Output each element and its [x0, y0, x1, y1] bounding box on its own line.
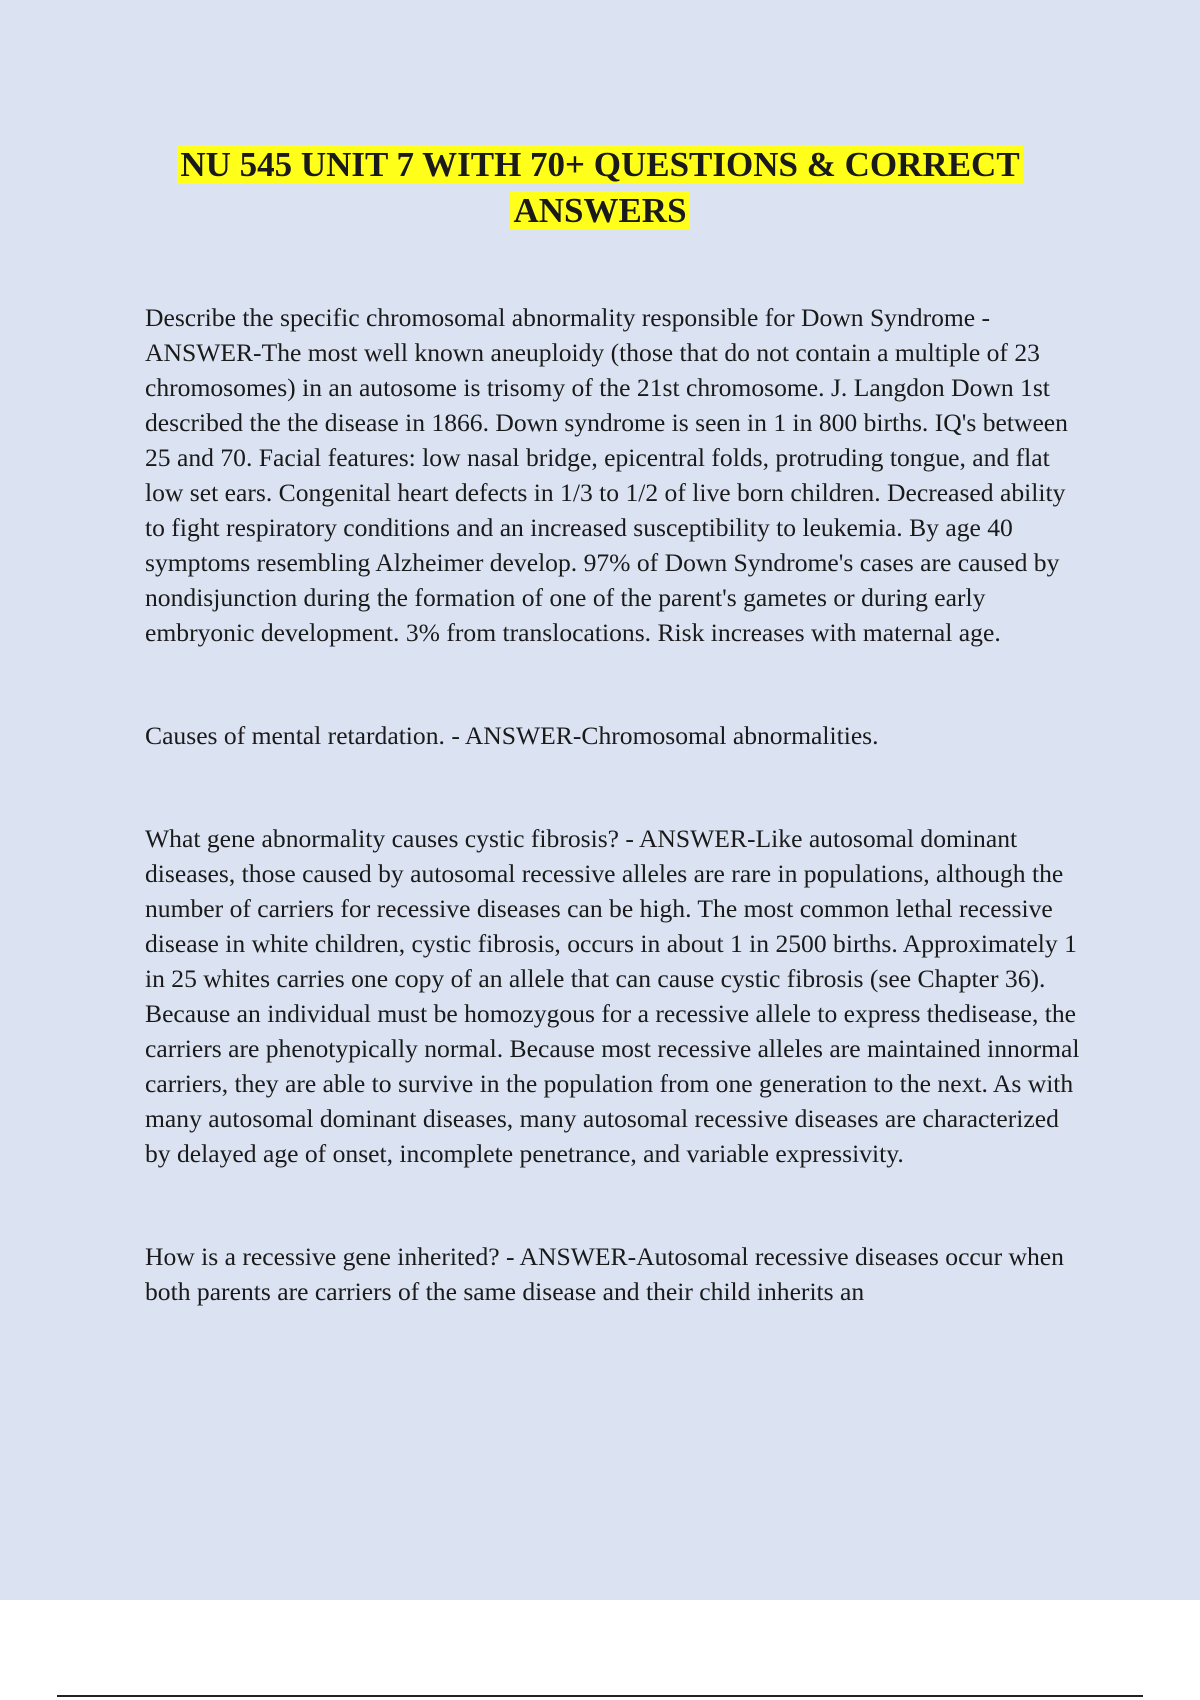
- document-body: [145, 300, 1090, 1309]
- qa-paragraph-down-syndrome: Describe the specific chromosomal abnormality responsible for Down Syndrome - ANSWER-The most well known aneuploidy (those that do not contain a multiple of 23 chromosomes) in an autosome is trisomy of the 21st chromosome. J. Langdon Down 1st described the the disease in 1866. Down syndrome is seen in 1 in 800 births. IQ's between 25 and 70. Facial features: low nasal bridge, epicentral folds, protruding tongue, and flat low set ears. Congenital heart defects in 1/3 to 1/2 of live born children. Decreased ability to fight respiratory conditions and an increased susceptibility to leukemia. By age 40 symptoms resembling Alzheimer develop. 97% of Down Syndrome's cases are caused by nondisjunction during the formation of one of the parent's gametes or during early embryonic development. 3% from translocations. Risk increases with maternal age.: [145, 303, 1068, 647]
- qa-paragraph-cystic-fibrosis: What gene abnormality causes cystic fibrosis? - ANSWER-Like autosomal dominant diseases, those caused by autosomal recessive alleles are rare in populations, although the number of carriers for recessive diseases can be high. The most common lethal recessive disease in white children, cystic fibrosis, occurs in about 1 in 2500 births. Approximately 1 in 25 whites carries one copy of an allele that can cause cystic fibrosis (see Chapter 36). Because an individual must be homozygous for a recessive allele to express thedisease, the carriers are phenotypically normal. Because most recessive alleles are maintained innormal carriers, they are able to survive in the population from one generation to the next. As with many autosomal dominant diseases, many autosomal recessive diseases are characterized by delayed age of onset, incomplete penetrance, and variable expressivity.: [145, 824, 1080, 1168]
- qa-paragraph-recessive-gene: How is a recessive gene inherited? - ANSWER-Autosomal recessive diseases occur when both parents are carriers of the same disease and their child inherits an: [145, 1242, 1064, 1306]
- qa-paragraph-mental-retardation: Causes of mental retardation. - ANSWER-Chromosomal abnormalities.: [145, 721, 879, 750]
- footer-divider: [57, 1695, 1143, 1697]
- title-line-2: ANSWERS: [510, 191, 689, 230]
- title-line-1: NU 545 UNIT 7 WITH 70+ QUESTIONS & CORRECT: [177, 145, 1022, 184]
- document-title: [0, 142, 1200, 234]
